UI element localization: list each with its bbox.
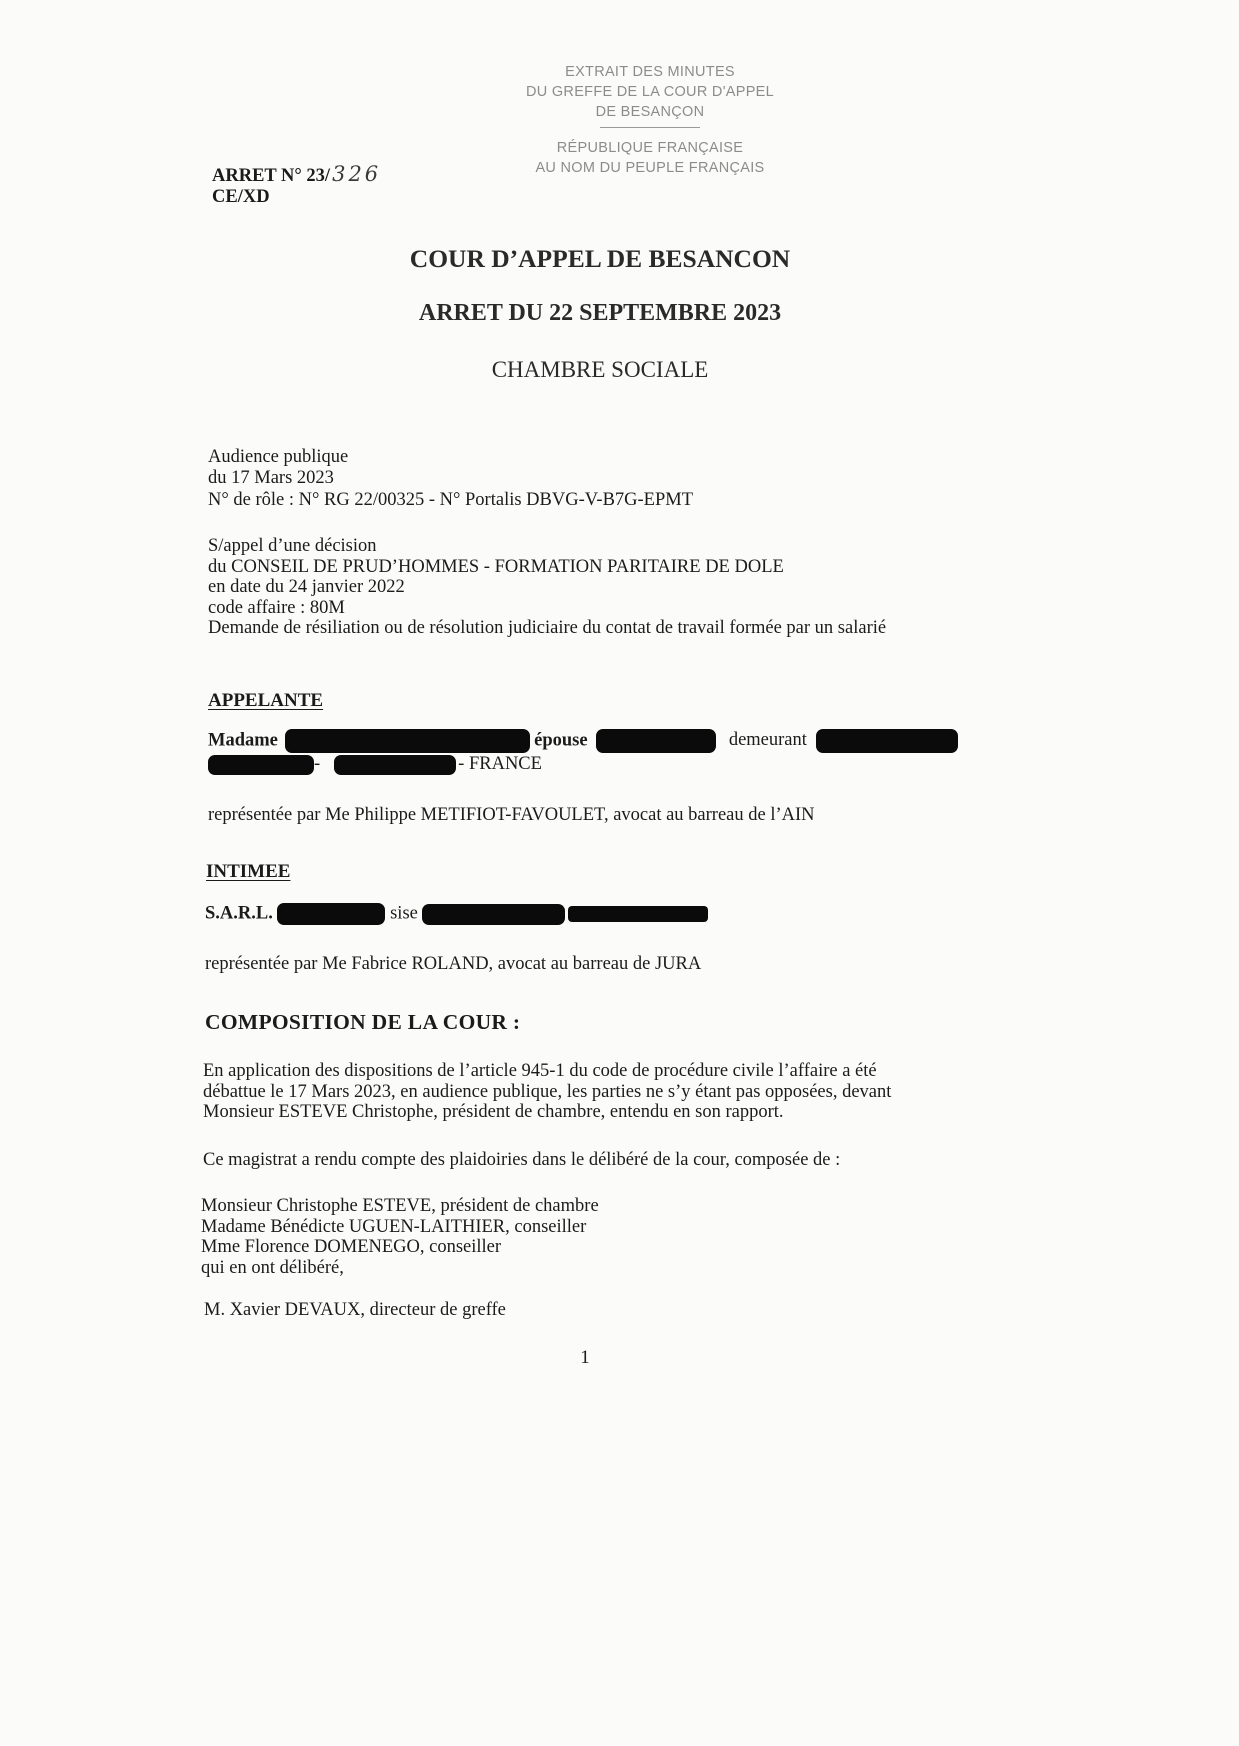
redaction-bar: [208, 755, 314, 775]
appeal-line-5: Demande de résiliation ou de résolution judiciaire du contat de travail formée par un salarié: [208, 618, 887, 638]
arret-number-prefix: ARRET N° 23/: [212, 166, 331, 186]
appelante-country: - FRANCE: [458, 754, 542, 774]
stamp-line-2: DU GREFFE DE LA COUR D'APPEL: [525, 84, 775, 100]
arret-date-title: ARRET DU 22 SEPTEMBRE 2023: [418, 300, 782, 326]
appelante-heading: APPELANTE: [208, 690, 324, 711]
redaction-bar: [277, 903, 385, 925]
court-member-1: Monsieur Christophe ESTEVE, président de chambre: [201, 1196, 599, 1216]
stamp-line-1: EXTRAIT DES MINUTES: [565, 64, 735, 80]
arret-number-handwritten: 326: [332, 162, 382, 186]
appelante-epouse: épouse: [534, 730, 588, 751]
redaction-bar: [422, 904, 565, 925]
composition-para1-line3: Monsieur ESTEVE Christophe, président de chambre, entendu en son rapport.: [203, 1102, 784, 1122]
appelante-address-dash: -: [314, 754, 321, 774]
appeal-line-2: du CONSEIL DE PRUD’HOMMES - FORMATION PARITAIRE DE DOLE: [208, 556, 784, 577]
intimee-sarl: S.A.R.L.: [205, 903, 273, 924]
appelante-address-line: [208, 754, 542, 775]
appelante-party-line: [208, 729, 958, 753]
appelante-madame: Madame: [208, 730, 278, 751]
redaction-bar: [596, 729, 716, 753]
appelante-demeurant: demeurant: [728, 730, 807, 751]
composition-paragraph-1: [203, 1061, 891, 1123]
intimee-heading: INTIMEE: [206, 861, 291, 882]
redaction-bar: [568, 906, 708, 922]
audience-line-3: N° de rôle : N° RG 22/00325 - N° Portalis DBVG-V-B7G-EPMT: [208, 490, 694, 510]
appelante-representation: représentée par Me Philippe METIFIOT-FAVOULET, avocat au barreau de l’AIN: [208, 805, 815, 825]
arret-number: [212, 164, 381, 187]
court-members-list: [201, 1196, 599, 1278]
chambre-title: CHAMBRE SOCIALE: [491, 357, 709, 382]
intimee-sise: sise: [390, 903, 418, 924]
greffe-director: M. Xavier DEVAUX, directeur de greffe: [204, 1300, 506, 1320]
page-number: 1: [580, 1347, 590, 1368]
stamp-line-4: RÉPUBLIQUE FRANÇAISE: [556, 140, 744, 156]
composition-paragraph-2: Ce magistrat a rendu compte des plaidoiries dans le délibéré de la cour, composée de :: [203, 1150, 841, 1170]
appeal-line-4: code affaire : 80M: [208, 597, 345, 618]
audience-line-1: Audience publique: [208, 447, 349, 467]
audience-line-2: du 17 Mars 2023: [208, 467, 334, 488]
redaction-bar: [285, 729, 530, 753]
composition-para1-line2: débattue le 17 Mars 2023, en audience publique, les parties ne s’y étant pas opposées, devant: [203, 1081, 892, 1102]
stamp-divider: [600, 127, 700, 128]
arret-number-block: [212, 164, 381, 208]
court-members-deliberated: qui en ont délibéré,: [201, 1257, 344, 1278]
greffe-stamp: [500, 62, 800, 178]
intimee-party-line: [205, 903, 708, 925]
redaction-bar: [334, 755, 456, 775]
court-member-2: Madame Bénédicte UGUEN-LAITHIER, conseiller: [201, 1216, 587, 1237]
redaction-bar: [816, 729, 958, 753]
appeal-line-3: en date du 24 janvier 2022: [208, 577, 405, 597]
court-title: COUR D’APPEL DE BESANCON: [409, 244, 791, 273]
composition-title: COMPOSITION DE LA COUR :: [205, 1010, 521, 1034]
intimee-representation: représentée par Me Fabrice ROLAND, avocat au barreau de JURA: [205, 954, 702, 974]
stamp-line-5: AU NOM DU PEUPLE FRANÇAIS: [535, 160, 765, 176]
audience-block: [208, 447, 693, 511]
appeal-block: [208, 536, 886, 639]
composition-para1-line1: En application des dispositions de l’article 945-1 du code de procédure civile l’affaire a été: [203, 1061, 877, 1081]
court-member-3: Mme Florence DOMENEGO, conseiller: [201, 1237, 502, 1257]
appeal-line-1: S/appel d’une décision: [208, 536, 377, 556]
arret-initials: CE/XD: [212, 187, 270, 207]
stamp-line-3: DE BESANÇON: [595, 104, 705, 120]
